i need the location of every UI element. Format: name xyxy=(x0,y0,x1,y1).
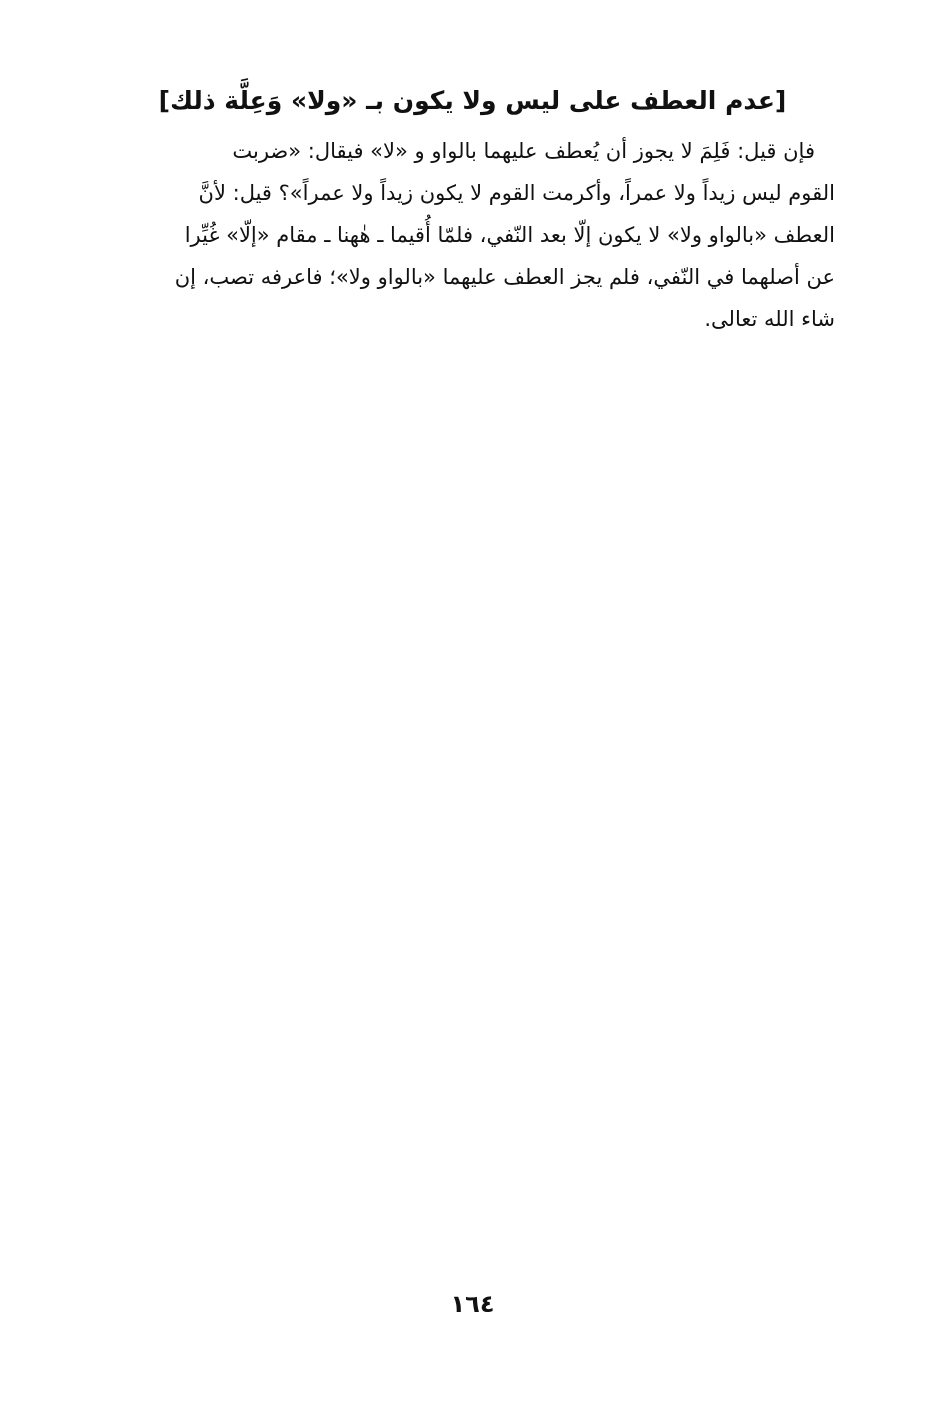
paragraph-line: شاء الله تعالى. xyxy=(704,307,835,331)
paragraph-line: القوم ليس زيداً ولا عمراً، وأكرمت القوم لا يكون زيداً ولا عمراً»؟ قيل: لأنَّ xyxy=(198,181,835,205)
section-heading: [عدم العطف على ليس ولا يكون بـ «ولا» وَعِلَّة ذلك] xyxy=(158,86,787,115)
paragraph-line: فإن قيل: فَلِمَ لا يجوز أن يُعطف عليهما بالواو و «لا» فيقال: «ضربت xyxy=(232,139,815,163)
body-paragraph xyxy=(92,130,835,340)
paragraph-line: العطف «بالواو ولا» لا يكون إلّا بعد النّفي، فلمّا أُقيما ـ هٰهنا ـ مقام «إلّا» غُيِّرا xyxy=(184,223,835,247)
paragraph-line: عن أصلهما في النّفي، فلم يجز العطف عليهما «بالواو ولا»؛ فاعرفه تصب، إن xyxy=(174,265,835,289)
page-number: ١٦٤ xyxy=(450,1290,495,1318)
